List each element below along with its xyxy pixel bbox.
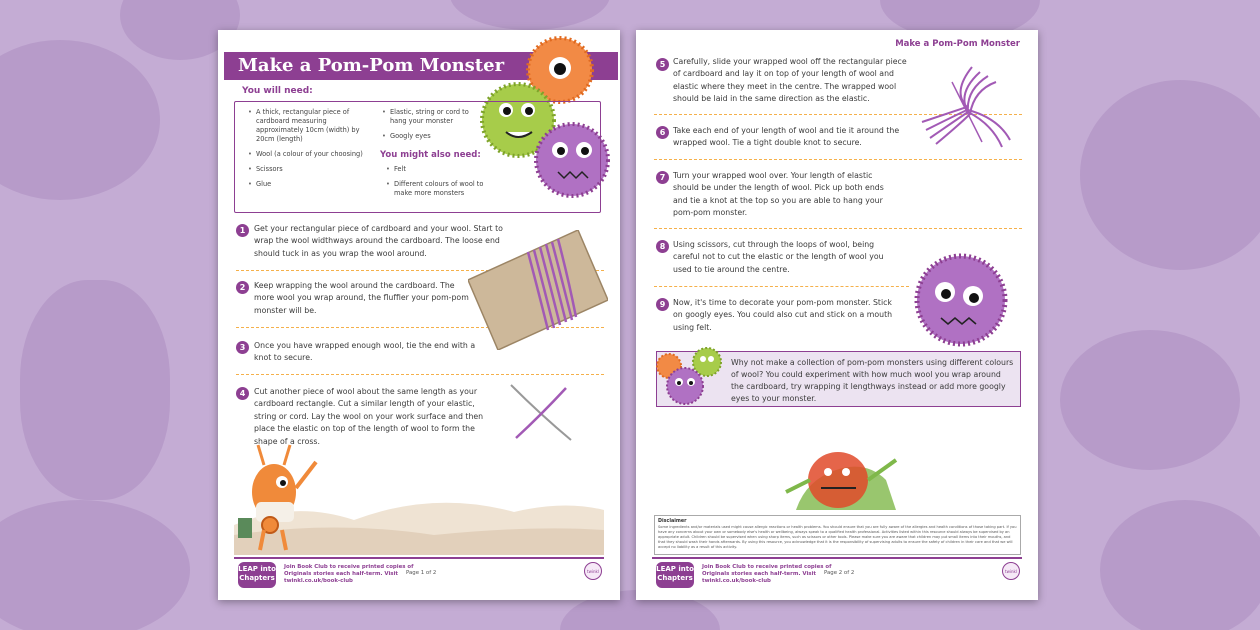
divider	[654, 159, 1022, 160]
disclaimer-text: Some ingredients and/or materials used might cause allergic reactions or health problems. You should ensure that you are fully aware of the allergies and health conditions of those taking part. If you have any concerns about your own or somebody else's health or wellbeing, always speak to a qualified health professional. Activities listed within this resource should always be supervised by an appropriate adult. Children should be supervised when using sharp items, such as scissors or other tools. Please make sure you are aware that children may put small items into their mouths, and that they should wash their hands afterwards. By using this resource, you acknowledge that it is the responsibility of supervising adults to ensure the safety of children in their care and that we will accept no liability as a result of this activity.	[658, 525, 1017, 549]
footer-divider	[234, 557, 604, 559]
step-3-text: Once you have wrapped enough wool, tie the end with a knot to secure.	[254, 341, 476, 363]
step-number: 8	[656, 240, 669, 253]
step-6-text: Take each end of your length of wool and tie it around the wrapped wool. Tie a tight double knot to secure.	[673, 126, 900, 148]
step-5-text: Carefully, slide your wrapped wool off the rectangular piece of cardboard and lay it on top of your length of wool and elastic where they meet in the centre. The wrapped wool should be laid in the same direction as the elastic.	[673, 57, 907, 104]
disclaimer-box	[654, 515, 1021, 555]
list-item: • Googly eyes	[382, 132, 482, 141]
step-number: 3	[236, 341, 249, 354]
background-blob	[0, 40, 160, 200]
step-number: 9	[656, 298, 669, 311]
worksheet-page-1	[218, 30, 620, 600]
materials-list-right	[382, 108, 482, 147]
also-need-list	[386, 165, 501, 204]
step-number: 1	[236, 224, 249, 237]
disclaimer-title: Disclaimer	[658, 519, 687, 524]
pom-pom-group-illustration	[653, 346, 727, 408]
background-blob	[1080, 80, 1260, 270]
divider	[236, 374, 604, 375]
step-number: 5	[656, 58, 669, 71]
list-item: • Different colours of wool to make more monsters	[386, 180, 501, 198]
leap-into-chapters-logo: LEAP into Chapters	[238, 562, 276, 588]
worksheet-page-2	[636, 30, 1038, 600]
step-8-text: Using scissors, cut through the loops of wool, being careful not to cut the elastic or the length of wool you used to tie around the centre.	[673, 240, 884, 274]
tied-wool-illustration	[912, 52, 1022, 162]
also-need-title: You might also need:	[380, 150, 481, 160]
list-item: • A thick, rectangular piece of cardboard measuring approximately 10cm (width) by 20cm (length)	[248, 108, 368, 144]
list-item: • Elastic, string or cord to hang your monster	[382, 108, 482, 126]
purple-pom-pom-monster-illustration	[911, 250, 1011, 350]
you-will-need-title: You will need:	[242, 86, 313, 96]
background-blob	[1060, 330, 1240, 470]
step-9-text: Now, it's time to decorate your pom-pom monster. Stick on googly eyes. You could also cut and stick on a mouth using felt.	[673, 298, 893, 332]
step-number: 6	[656, 126, 669, 139]
extension-callout	[656, 351, 1021, 407]
divider	[654, 228, 1022, 229]
twinkl-badge: twinkl	[1002, 562, 1020, 580]
step-number: 2	[236, 281, 249, 294]
orange-character-illustration	[234, 430, 604, 555]
step-4-text: Cut another piece of wool about the same length as your cardboard rectangle. Cut a similar length of your elastic, string or cord. Lay the wool on your work surface and then place the elastic on top of the length of wool to form the shape of a cross.	[254, 387, 484, 446]
step-1-text: Get your rectangular piece of cardboard and your wool. Start to wrap the wool widthways around the cardboard. The loose end should tuck in as you wrap the wool around.	[254, 224, 503, 258]
page-header: Make a Pom-Pom Monster	[895, 39, 1020, 49]
page-number: Page 1 of 2	[406, 570, 437, 576]
footer-divider	[652, 557, 1022, 559]
step-number: 7	[656, 171, 669, 184]
background-blob	[0, 500, 190, 630]
background-blob	[1100, 500, 1260, 630]
page-number: Page 2 of 2	[824, 570, 855, 576]
page-title: Make a Pom-Pom Monster	[224, 52, 618, 80]
step-7-text: Turn your wrapped wool over. Your length of elastic should be under the length of wool. Pick up both ends and tie a knot at the top so you are able to hang your pom-pom monster.	[673, 171, 884, 218]
list-item: • Glue	[248, 180, 368, 189]
divider	[654, 286, 909, 287]
twinkl-badge: twinkl	[584, 562, 602, 580]
footer-text: Join Book Club to receive printed copies of Originals stories each half-term. Visit twinkl.co.uk/book-club	[702, 564, 832, 584]
list-item: • Wool (a colour of your choosing)	[248, 150, 368, 159]
child-monster-drawing	[776, 440, 906, 515]
background-blob	[20, 280, 170, 500]
list-item: • Scissors	[248, 165, 368, 174]
callout-text: Why not make a collection of pom-pom monsters using different colours of wool? You could experiment with how much wool you wrap around the cardboard, try wrapping it lengthways instead or add more googly eyes to your monster.	[731, 358, 1014, 403]
materials-list-left	[248, 108, 368, 195]
list-item: • Felt	[386, 165, 501, 174]
step-2-text: Keep wrapping the wool around the cardboard. The more wool you wrap around, the fluffier your pom-pom monster will be.	[254, 281, 469, 315]
cardboard-wrap-illustration	[468, 230, 608, 350]
background-blob	[450, 0, 610, 30]
step-number: 4	[236, 387, 249, 400]
footer-text: Join Book Club to receive printed copies of Originals stories each half-term. Visit twinkl.co.uk/book-club	[284, 564, 414, 584]
leap-into-chapters-logo: LEAP into Chapters	[656, 562, 694, 588]
